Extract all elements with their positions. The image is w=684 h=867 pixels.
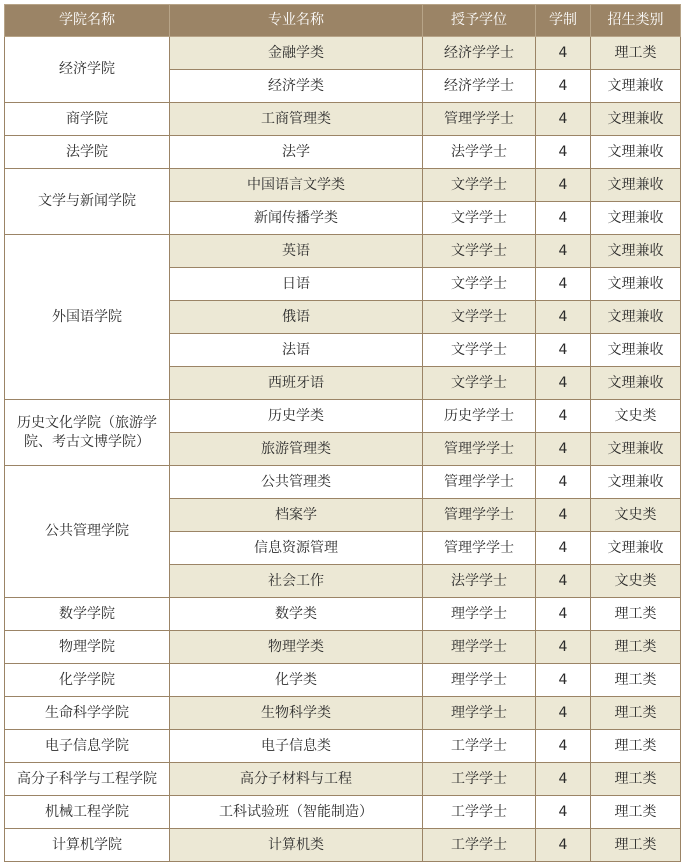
table-row bbox=[5, 235, 681, 268]
major-name: 新闻传播学类 bbox=[170, 202, 423, 235]
admission-category: 文理兼收 bbox=[591, 136, 681, 169]
degree-name: 管理学学士 bbox=[423, 433, 536, 466]
study-years: 4 bbox=[536, 70, 591, 103]
study-years: 4 bbox=[536, 235, 591, 268]
major-name: 金融学类 bbox=[170, 37, 423, 70]
college-name: 高分子科学与工程学院 bbox=[5, 763, 170, 796]
degree-name: 经济学学士 bbox=[423, 70, 536, 103]
study-years: 4 bbox=[536, 202, 591, 235]
header-major: 专业名称 bbox=[170, 5, 423, 37]
degree-name: 文学学士 bbox=[423, 301, 536, 334]
admission-category: 理工类 bbox=[591, 37, 681, 70]
college-name: 经济学院 bbox=[5, 37, 170, 103]
study-years: 4 bbox=[536, 499, 591, 532]
table-row bbox=[5, 730, 681, 763]
degree-name: 工学学士 bbox=[423, 796, 536, 829]
study-years: 4 bbox=[536, 631, 591, 664]
college-name: 法学院 bbox=[5, 136, 170, 169]
study-years: 4 bbox=[536, 565, 591, 598]
degree-name: 理学学士 bbox=[423, 697, 536, 730]
major-name: 工商管理类 bbox=[170, 103, 423, 136]
table-header bbox=[5, 5, 681, 37]
header-years: 学制 bbox=[536, 5, 591, 37]
major-name: 物理学类 bbox=[170, 631, 423, 664]
major-name: 化学类 bbox=[170, 664, 423, 697]
degree-name: 文学学士 bbox=[423, 334, 536, 367]
major-name: 计算机类 bbox=[170, 829, 423, 862]
table-row bbox=[5, 103, 681, 136]
college-name: 商学院 bbox=[5, 103, 170, 136]
college-name: 计算机学院 bbox=[5, 829, 170, 862]
admission-category: 文史类 bbox=[591, 499, 681, 532]
degree-name: 经济学学士 bbox=[423, 37, 536, 70]
header-college: 学院名称 bbox=[5, 5, 170, 37]
degree-name: 工学学士 bbox=[423, 730, 536, 763]
degree-name: 文学学士 bbox=[423, 367, 536, 400]
major-name: 社会工作 bbox=[170, 565, 423, 598]
degree-name: 历史学学士 bbox=[423, 400, 536, 433]
major-name: 公共管理类 bbox=[170, 466, 423, 499]
admission-category: 文理兼收 bbox=[591, 334, 681, 367]
study-years: 4 bbox=[536, 796, 591, 829]
admission-category: 文理兼收 bbox=[591, 235, 681, 268]
admission-category: 理工类 bbox=[591, 697, 681, 730]
table-row bbox=[5, 829, 681, 862]
major-name: 历史学类 bbox=[170, 400, 423, 433]
major-name: 西班牙语 bbox=[170, 367, 423, 400]
admission-category: 理工类 bbox=[591, 796, 681, 829]
college-name: 物理学院 bbox=[5, 631, 170, 664]
major-name: 信息资源管理 bbox=[170, 532, 423, 565]
degree-name: 文学学士 bbox=[423, 235, 536, 268]
admission-category: 文理兼收 bbox=[591, 301, 681, 334]
major-name: 法学 bbox=[170, 136, 423, 169]
major-name: 档案学 bbox=[170, 499, 423, 532]
majors-table bbox=[4, 4, 681, 862]
table-row bbox=[5, 598, 681, 631]
admission-category: 文理兼收 bbox=[591, 70, 681, 103]
admission-category: 理工类 bbox=[591, 829, 681, 862]
study-years: 4 bbox=[536, 136, 591, 169]
admission-category: 理工类 bbox=[591, 598, 681, 631]
degree-name: 管理学学士 bbox=[423, 466, 536, 499]
degree-name: 法学学士 bbox=[423, 136, 536, 169]
admission-category: 文理兼收 bbox=[591, 268, 681, 301]
table-row bbox=[5, 400, 681, 433]
study-years: 4 bbox=[536, 466, 591, 499]
table-row bbox=[5, 697, 681, 730]
degree-name: 法学学士 bbox=[423, 565, 536, 598]
admission-category: 文理兼收 bbox=[591, 367, 681, 400]
major-name: 高分子材料与工程 bbox=[170, 763, 423, 796]
degree-name: 文学学士 bbox=[423, 268, 536, 301]
admission-category: 文理兼收 bbox=[591, 202, 681, 235]
admission-category: 理工类 bbox=[591, 730, 681, 763]
major-name: 俄语 bbox=[170, 301, 423, 334]
major-name: 电子信息类 bbox=[170, 730, 423, 763]
study-years: 4 bbox=[536, 103, 591, 136]
major-name: 日语 bbox=[170, 268, 423, 301]
study-years: 4 bbox=[536, 334, 591, 367]
degree-name: 管理学学士 bbox=[423, 499, 536, 532]
college-name: 文学与新闻学院 bbox=[5, 169, 170, 235]
admission-category: 理工类 bbox=[591, 664, 681, 697]
major-name: 生物科学类 bbox=[170, 697, 423, 730]
study-years: 4 bbox=[536, 37, 591, 70]
admission-category: 文理兼收 bbox=[591, 169, 681, 202]
study-years: 4 bbox=[536, 268, 591, 301]
degree-name: 理学学士 bbox=[423, 664, 536, 697]
admission-category: 文理兼收 bbox=[591, 103, 681, 136]
college-name: 数学学院 bbox=[5, 598, 170, 631]
study-years: 4 bbox=[536, 169, 591, 202]
admission-category: 文理兼收 bbox=[591, 532, 681, 565]
admission-category: 理工类 bbox=[591, 763, 681, 796]
college-name: 公共管理学院 bbox=[5, 466, 170, 598]
college-name: 外国语学院 bbox=[5, 235, 170, 400]
degree-name: 工学学士 bbox=[423, 763, 536, 796]
table-row bbox=[5, 169, 681, 202]
table-body bbox=[5, 37, 681, 862]
major-name: 工科试验班（智能制造） bbox=[170, 796, 423, 829]
major-name: 中国语言文学类 bbox=[170, 169, 423, 202]
study-years: 4 bbox=[536, 301, 591, 334]
table-row bbox=[5, 136, 681, 169]
study-years: 4 bbox=[536, 532, 591, 565]
major-name: 英语 bbox=[170, 235, 423, 268]
admission-category: 文理兼收 bbox=[591, 466, 681, 499]
degree-name: 理学学士 bbox=[423, 598, 536, 631]
degree-name: 文学学士 bbox=[423, 169, 536, 202]
study-years: 4 bbox=[536, 829, 591, 862]
admission-category: 文史类 bbox=[591, 400, 681, 433]
college-name: 化学学院 bbox=[5, 664, 170, 697]
study-years: 4 bbox=[536, 664, 591, 697]
study-years: 4 bbox=[536, 598, 591, 631]
study-years: 4 bbox=[536, 367, 591, 400]
degree-name: 工学学士 bbox=[423, 829, 536, 862]
header-category: 招生类别 bbox=[591, 5, 681, 37]
major-name: 数学类 bbox=[170, 598, 423, 631]
study-years: 4 bbox=[536, 730, 591, 763]
degree-name: 管理学学士 bbox=[423, 532, 536, 565]
college-name: 电子信息学院 bbox=[5, 730, 170, 763]
study-years: 4 bbox=[536, 697, 591, 730]
admission-category: 文史类 bbox=[591, 565, 681, 598]
table-row bbox=[5, 664, 681, 697]
major-name: 旅游管理类 bbox=[170, 433, 423, 466]
major-name: 经济学类 bbox=[170, 70, 423, 103]
header-degree: 授予学位 bbox=[423, 5, 536, 37]
table-row bbox=[5, 763, 681, 796]
college-name: 机械工程学院 bbox=[5, 796, 170, 829]
study-years: 4 bbox=[536, 433, 591, 466]
table-row bbox=[5, 37, 681, 70]
table-row bbox=[5, 796, 681, 829]
college-name: 生命科学学院 bbox=[5, 697, 170, 730]
degree-name: 文学学士 bbox=[423, 202, 536, 235]
admission-category: 文理兼收 bbox=[591, 433, 681, 466]
table-row bbox=[5, 631, 681, 664]
admission-category: 理工类 bbox=[591, 631, 681, 664]
study-years: 4 bbox=[536, 400, 591, 433]
study-years: 4 bbox=[536, 763, 591, 796]
degree-name: 理学学士 bbox=[423, 631, 536, 664]
major-name: 法语 bbox=[170, 334, 423, 367]
college-name: 历史文化学院（旅游学院、考古文博学院） bbox=[5, 400, 170, 466]
degree-name: 管理学学士 bbox=[423, 103, 536, 136]
table-row bbox=[5, 466, 681, 499]
